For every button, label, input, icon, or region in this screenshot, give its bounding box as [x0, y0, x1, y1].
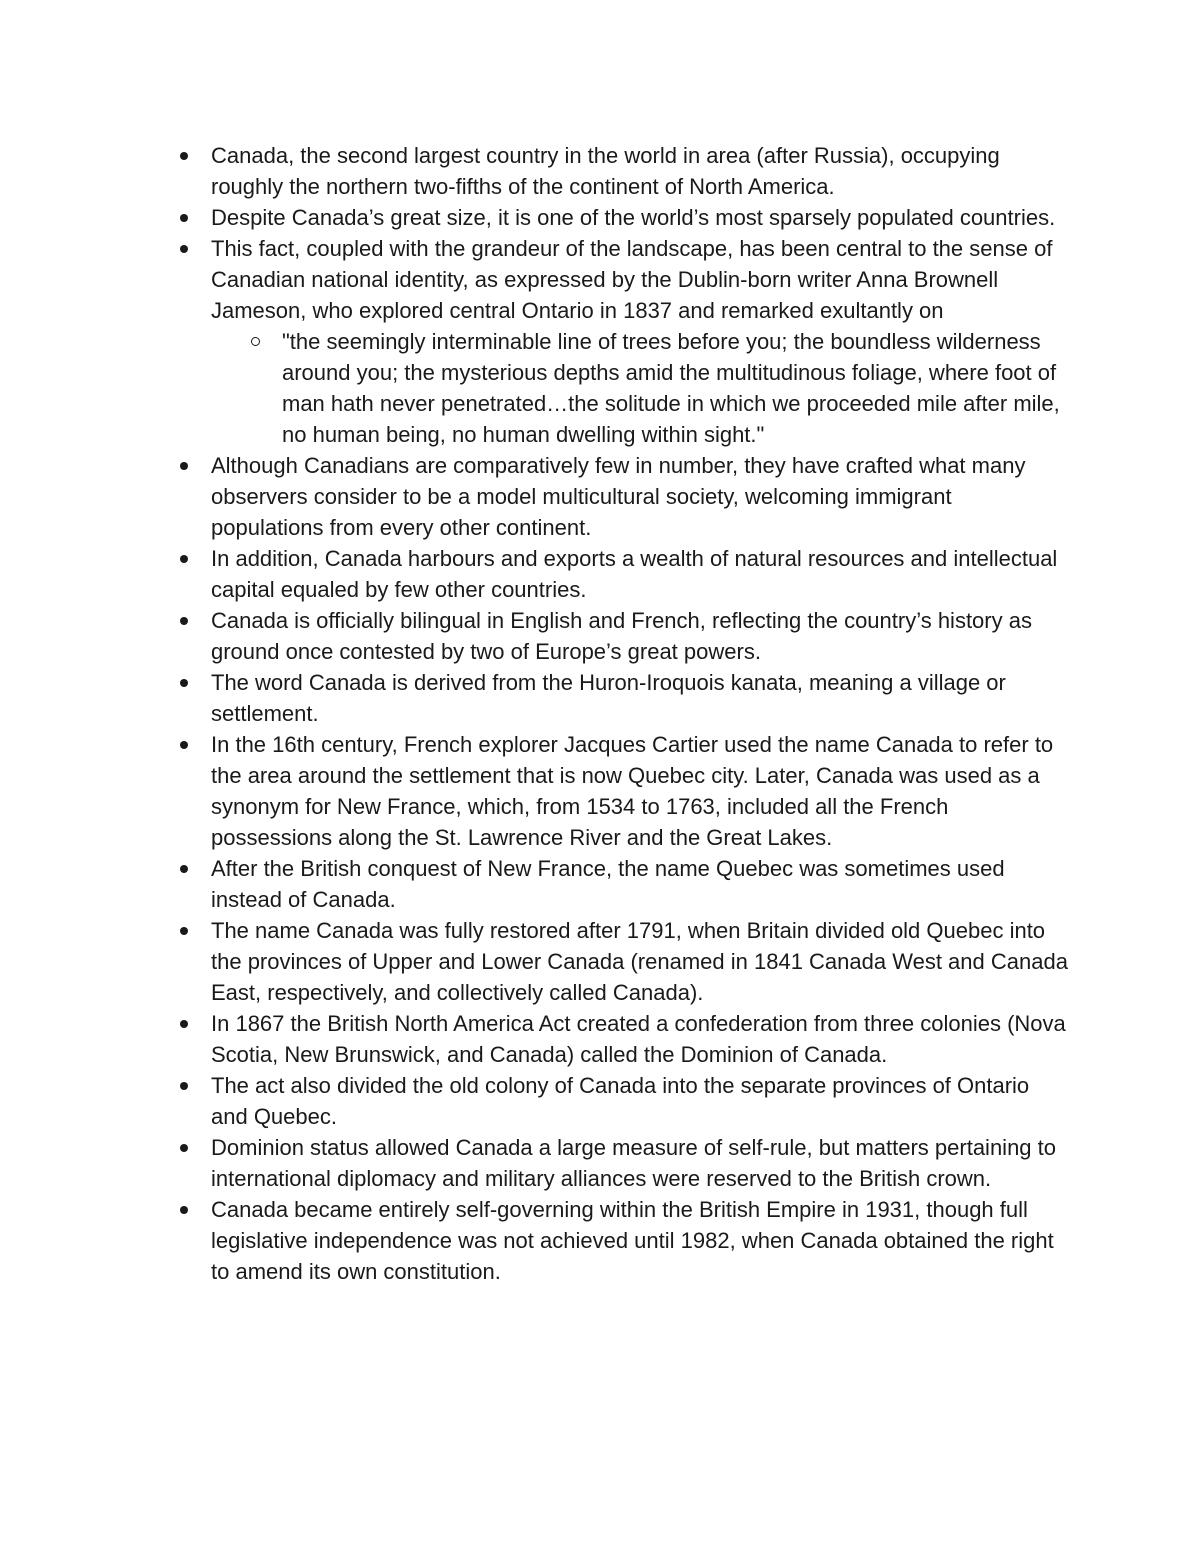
- bullet-icon: [180, 555, 188, 563]
- list-item: [178, 667, 1068, 729]
- bullet-icon: [180, 245, 188, 253]
- hollow-bullet-icon: [251, 337, 260, 346]
- list-item-text: In 1867 the British North America Act created a confederation from three colonies (Nova Scotia, New Brunswick, and Canada) called the Dominion of Canada.: [211, 1011, 1066, 1067]
- list-item-text: The act also divided the old colony of Canada into the separate provinces of Ontario and Quebec.: [211, 1073, 1030, 1129]
- bullet-icon: [180, 865, 188, 873]
- bullet-icon: [180, 741, 188, 749]
- bullet-icon: [180, 1206, 188, 1214]
- list-item: [178, 605, 1068, 667]
- list-item-text: Canada became entirely self-governing within the British Empire in 1931, though full legislative independence was not achieved until 1982, when Canada obtained the right to amend its own constitution.: [211, 1197, 1054, 1284]
- list-item: [178, 1070, 1068, 1132]
- list-item-text: The name Canada was fully restored after 1791, when Britain divided old Quebec into the provinces of Upper and Lower Canada (renamed in 1841 Canada West and Canada East, respectively, and collectively called Canada).: [211, 918, 1068, 1005]
- list-item: [178, 1194, 1068, 1287]
- sub-list: [211, 326, 1068, 450]
- list-item: [178, 543, 1068, 605]
- list-item-text: The word Canada is derived from the Huron-Iroquois kanata, meaning a village or settlement.: [211, 670, 1006, 726]
- list-item: [178, 1132, 1068, 1194]
- list-item-text: Canada is officially bilingual in English and French, reflecting the country’s history as ground once contested by two of Europe’s great powers.: [211, 608, 1032, 664]
- quote-text: "the seemingly interminable line of trees before you; the boundless wilderness around you; the mysterious depths amid the multitudinous foliage, where foot of man hath never penetrated…the solitude in which we proceeded mile after mile, no human being, no human dwelling within sight.": [282, 329, 1060, 447]
- list-item-text: In addition, Canada harbours and exports a wealth of natural resources and intellectual capital equaled by few other countries.: [211, 546, 1058, 602]
- bullet-icon: [180, 1082, 188, 1090]
- bullet-icon: [180, 152, 188, 160]
- list-item: [178, 853, 1068, 915]
- list-item-text: Although Canadians are comparatively few in number, they have crafted what many observers consider to be a model multicultural society, welcoming immigrant populations from every other continent.: [211, 453, 1026, 540]
- list-item: [178, 233, 1068, 450]
- list-item: [178, 140, 1068, 202]
- list-item-text: After the British conquest of New France, the name Quebec was sometimes used instead of Canada.: [211, 856, 1005, 912]
- list-item: [178, 450, 1068, 543]
- bullet-icon: [180, 927, 188, 935]
- list-item: [178, 202, 1068, 233]
- list-item: [178, 729, 1068, 853]
- list-item: [178, 1008, 1068, 1070]
- list-item-text: In the 16th century, French explorer Jacques Cartier used the name Canada to refer to the area around the settlement that is now Quebec city. Later, Canada was used as a synonym for New France, which, from 1534 to 1763, included all the French possessions along the St. Lawrence River and the Great Lakes.: [211, 732, 1054, 850]
- list-item-text: Despite Canada’s great size, it is one of the world’s most sparsely populated countries.: [211, 205, 1056, 230]
- bullet-icon: [180, 617, 188, 625]
- bullet-list: [178, 140, 1068, 1287]
- list-item-text: Dominion status allowed Canada a large measure of self-rule, but matters pertaining to international diplomacy and military alliances were reserved to the British crown.: [211, 1135, 1057, 1191]
- bullet-icon: [180, 1144, 188, 1152]
- bullet-icon: [180, 679, 188, 687]
- list-item-text: This fact, coupled with the grandeur of the landscape, has been central to the sense of Canadian national identity, as expressed by the Dublin-born writer Anna Brownell Jameson, who explored central Ontario in 1837 and remarked exultantly on: [211, 236, 1053, 323]
- bullet-icon: [180, 1020, 188, 1028]
- sub-list-item: [211, 326, 1068, 450]
- list-item: [178, 915, 1068, 1008]
- bullet-icon: [180, 214, 188, 222]
- list-item-text: Canada, the second largest country in the world in area (after Russia), occupying roughly the northern two-fifths of the continent of North America.: [211, 143, 1000, 199]
- bullet-icon: [180, 462, 188, 470]
